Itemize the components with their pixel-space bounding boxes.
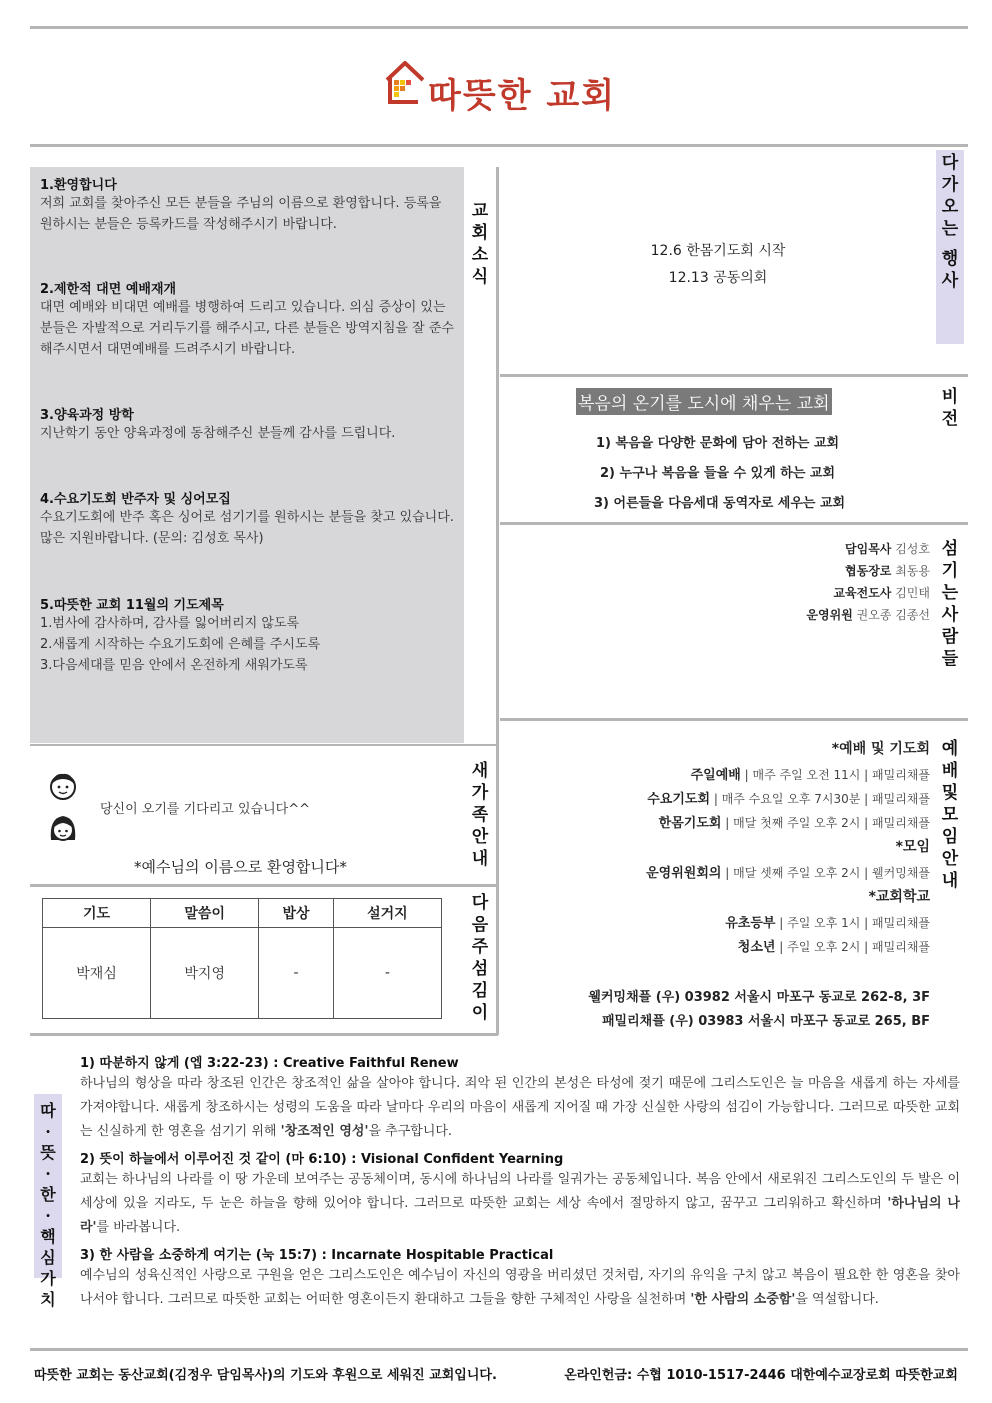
core-values-label: 따 · 뜻 · 한 · 핵 심 가 치: [40, 1101, 56, 1309]
house-icon: [384, 58, 426, 108]
vision-item: 3) 어른들을 다음세대 동역자로 세우는 교회: [594, 496, 846, 511]
servants-label: 섬 기 는 사 람 들: [941, 539, 959, 669]
nextweek-label: 다 음 주 섬 김 이: [471, 893, 489, 1023]
servant-row: 운영위원 권오종 김종선: [806, 608, 930, 622]
address: 웰커밍채플 (우) 03982 서울시 마포구 동교로 262-8, 3F: [588, 990, 930, 1005]
table-header: 설거지: [333, 899, 441, 928]
worship-row: 한몸기도회 | 매달 첫째 주일 오후 2시 | 패밀리채플: [658, 816, 930, 831]
events-rule: [500, 374, 968, 377]
newfamily-label: 새 가 족 안 내: [471, 761, 489, 869]
footer-offering-info: 온라인헌금: 수협 1010-1517-2446 대한예수교장로회 따뜻한교회: [564, 1368, 958, 1383]
core-value-title: 2) 뜻이 하늘에서 이루어진 것 같이 (마 6:10) : Visional Confident Yearning: [80, 1152, 564, 1167]
worship-label: 예 배 및 모 임 안 내: [941, 739, 959, 891]
servants-rule: [500, 718, 968, 721]
worship-row: 청소년 | 주일 오후 2시 | 패밀리채플: [737, 940, 930, 955]
church-logo: [384, 56, 624, 116]
man-avatar-icon: [48, 770, 78, 802]
church-name: 따뜻한 교회: [428, 76, 617, 116]
worship-heading: *예배 및 기도회: [831, 741, 930, 757]
vision-rule: [500, 522, 968, 525]
core-value-text: 예수님의 성육신적인 사랑으로 구원을 얻은 그리스도인은 예수님이 자신의 영광을 버리셨던 것처럼, 자기의 유익을 구치 않고 복음이 필요한 한 영혼을 찾아 나서야 합니다. 그러므로 따뜻한 교회는 어떠한 영혼이든지 환대하고 그들을 향한 구체적인 사랑을 실천하며 '한 사람의 소중함'을 역설합니다.: [80, 1268, 960, 1307]
core-value-text: 하나님의 형상을 따라 창조된 인간은 창조적인 삶을 살아야 합니다. 죄악 된 인간의 본성은 타성에 젖기 때문에 그리스도인은 늘 마음을 새롭게 하는 자세를 가져야합니다. 새롭게 창조하시는 성령의 도움을 따라 날마다 우리의 마음이 새롭게 지어질 때 가장 신실한 사랑의 섬김이 가능합니다. 그러므로 따뜻한 교회는 신실하게 한 영혼을 섬기기 위해 '창조적인 영성'을 추구합니다.: [80, 1076, 960, 1139]
event-item: 12.6 한몸기도회 시작: [650, 243, 786, 259]
news-item: 1.환영합니다 저희 교회를 찾아주신 모든 분들을 주님의 이름으로 환영합니다. 등록을 원하시는 분들은 등록카드를 작성해주시기 바랍니다.: [40, 178, 442, 232]
newfamily-welcome: *예수님의 이름으로 환영합니다*: [134, 858, 347, 876]
servant-row: 협동장로 최동용: [845, 564, 930, 578]
event-item: 12.13 공동의회: [668, 270, 768, 286]
table-header: 기도: [43, 899, 151, 928]
column-divider: [496, 167, 499, 1035]
newfamily-top-rule: [30, 744, 498, 746]
worship-heading: *교회학교: [868, 889, 930, 905]
core-value-title: 1) 따분하지 않게 (엡 3:22-23) : Creative Faithful Renew: [80, 1056, 459, 1071]
vision-item: 2) 누구나 복음을 들을 수 있게 하는 교회: [600, 466, 836, 481]
core-values-top-rule: [30, 1033, 498, 1036]
table-cell: -: [333, 928, 441, 1019]
address: 패밀리채플 (우) 03983 서울시 마포구 동교로 265, BF: [601, 1014, 930, 1029]
core-value-text: 교회는 하나님의 나라를 이 땅 가운데 보여주는 공동체이며, 동시에 하나님의 나라를 일궈가는 공동체입니다. 복음 안에서 새로워진 그리스도인의 두 발은 이 세상에 있을 지라도, 두 눈은 하늘을 향해 있어야 합니다. 그러므로 따뜻한 교회는 세상 속에서 절망하지 않고, 꿈꾸고 그리워하고 확신하며 '하나님의 나라'를 바라봅니다.: [80, 1172, 960, 1235]
next-week-table: [42, 898, 442, 1019]
table-cell: 박지영: [151, 928, 259, 1019]
news-item: 5.따뜻한 교회 11월의 기도제목 1.범사에 감사하며, 감사를 잃어버리지 않도록 2.새롭게 시작하는 수요기도회에 은혜를 주시도록 3.다음세대를 믿음 안에서 온전하게 새워가도록: [40, 598, 321, 673]
vision-headline: 복음의 온기를 도시에 채우는 교회: [576, 388, 832, 415]
table-header: 말씀이: [151, 899, 259, 928]
news-item: 2.제한적 대면 예배재개 대면 예배와 비대면 예배를 병행하여 드리고 있습니다. 의심 증상이 있는 분들은 자발적으로 거리두기를 해주시고, 다른 분들은 방역지침을 잘 준수해주시면서 대면예배를 드려주시기 바랍니다.: [40, 282, 454, 357]
header-rule: [30, 144, 968, 147]
footer-rule: [30, 1348, 968, 1351]
newfamily-message: 당신이 오기를 기다리고 있습니다^^: [100, 802, 310, 817]
top-rule: [30, 26, 968, 29]
worship-row: 유초등부 | 주일 오후 1시 | 패밀리채플: [725, 916, 930, 931]
vision-label: 비 전: [941, 387, 959, 429]
nextweek-top-rule: [30, 884, 498, 887]
servant-row: 담임목사 김성호: [845, 542, 930, 556]
church-news-label: 교 회 소 식: [471, 201, 489, 287]
events-label: 다 가 오 는 행 사: [941, 153, 959, 291]
table-header: 밥상: [259, 899, 334, 928]
worship-row: 운영위원회의 | 매달 셋째 주일 오후 2시 | 웰커밍채플: [646, 866, 930, 881]
worship-row: 수요기도회 | 매주 수요일 오후 7시30분 | 패밀리채플: [647, 792, 930, 807]
table-cell: -: [259, 928, 334, 1019]
servant-row: 교육전도사 김민태: [833, 586, 930, 600]
table-cell: 박재심: [43, 928, 151, 1019]
woman-avatar-icon: [47, 812, 79, 846]
worship-row: 주일예배 | 매주 주일 오전 11시 | 패밀리채플: [690, 768, 930, 783]
news-item: 4.수요기도회 반주자 및 싱어모집 수요기도회에 반주 혹은 싱어로 섬기기를 원하시는 분들을 찾고 있습니다. 많은 지원바랍니다. (문의: 김성호 목사): [40, 492, 454, 546]
footer-support-note: 따뜻한 교회는 동산교회(김정우 담임목사)의 기도와 후원으로 세워진 교회입니다.: [34, 1368, 497, 1383]
vision-item: 1) 복음을 다양한 문화에 담아 전하는 교회: [596, 436, 840, 451]
core-value-title: 3) 한 사람을 소중하게 여기는 (눅 15:7) : Incarnate Hospitable Practical: [80, 1248, 554, 1263]
news-item: 3.양육과정 방학 지난학기 동안 양육과정에 동참해주신 분들께 감사를 드립니다.: [40, 408, 396, 441]
worship-heading: *모임: [895, 839, 930, 855]
